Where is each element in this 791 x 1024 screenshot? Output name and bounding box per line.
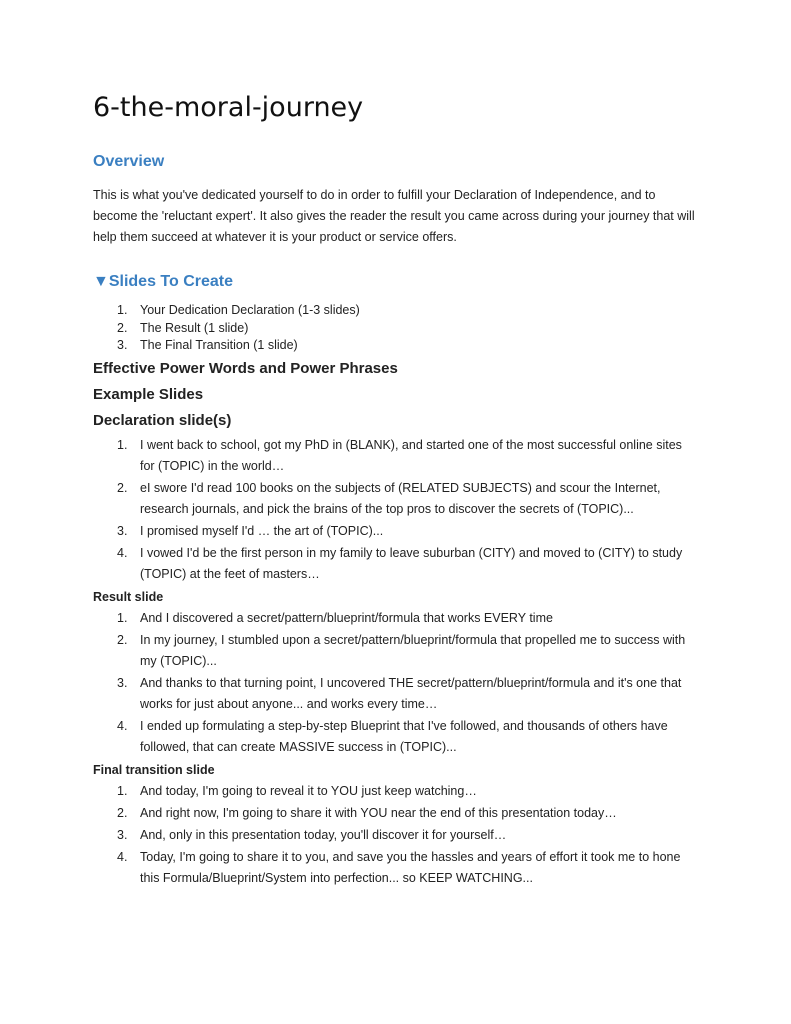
list-item-text: Today, I'm going to share it to you, and save you the hassles and years of effort it took me to hone this Formula/Blueprint/System into perfection... so KEEP WATCHING... [140, 849, 681, 885]
list-item-text: And right now, I'm going to share it with YOU near the end of this presentation today… [140, 805, 617, 820]
list-item-text: eI swore I'd read 100 books on the subjects of (RELATED SUBJECTS) and scour the Internet, research journals, and pick the brains of the top pros to discover the secrets of (TOPIC)... [140, 480, 661, 516]
list-item-number: 2. [117, 480, 128, 495]
list-item-text: I promised myself I'd … the art of (TOPIC)... [140, 523, 384, 538]
list-item [93, 337, 699, 355]
list-item-text: I went back to school, got my PhD in (BLANK), and started one of the most successful online sites for (TOPIC) in the world… [140, 437, 682, 473]
list-item [93, 825, 699, 846]
list-item [93, 543, 699, 585]
final-transition-heading: Final transition slide [93, 762, 215, 777]
list-item [93, 521, 699, 542]
list-item-number: 2. [117, 805, 128, 820]
document-content [93, 90, 699, 890]
list-item [93, 673, 699, 715]
final-transition-list [93, 781, 699, 889]
list-item [93, 716, 699, 758]
list-item-number: 4. [117, 718, 128, 733]
list-item-text: I vowed I'd be the first person in my family to leave suburban (CITY) and moved to (CITY) to study (TOPIC) at the feet of masters… [140, 545, 683, 581]
list-item [93, 847, 699, 889]
list-item [93, 781, 699, 802]
list-item-number: 3. [117, 523, 128, 538]
declaration-list [93, 435, 699, 585]
list-item-number: 1. [117, 610, 128, 625]
list-item-text: And today, I'm going to reveal it to YOU just keep watching… [140, 783, 477, 798]
list-item-number: 2. [117, 632, 128, 647]
list-item-number: 1. [117, 783, 128, 798]
list-item-number: 4. [117, 545, 128, 560]
power-words-heading: Effective Power Words and Power Phrases [93, 359, 398, 377]
list-item [93, 608, 699, 629]
overview-paragraph: This is what you've dedicated yourself to do in order to fulfill your Declaration of Independence, and to become the 'reluctant expert'. It also gives the reader the result you came across during your journey that will help them succeed at whatever it is your product or service offers. [93, 188, 695, 244]
result-heading: Result slide [93, 589, 164, 604]
list-item-text: Your Dedication Declaration (1-3 slides) [140, 303, 360, 317]
slides-to-create-list [93, 302, 699, 355]
list-item-text: And I discovered a secret/pattern/blueprint/formula that works EVERY time [140, 610, 553, 625]
list-item-number: 4. [117, 849, 128, 864]
list-item-number: 2. [117, 320, 128, 335]
list-item-number: 3. [117, 827, 128, 842]
result-list [93, 608, 699, 758]
example-slides-heading: Example Slides [93, 385, 204, 403]
list-item-text: In my journey, I stumbled upon a secret/pattern/blueprint/formula that propelled me to success with my (TOPIC)... [140, 632, 686, 668]
list-item-number: 3. [117, 675, 128, 690]
list-item-number: 3. [117, 338, 128, 352]
list-item-text: And thanks to that turning point, I uncovered THE secret/pattern/blueprint/formula and it's one that works for just about anyone... and works every time… [140, 675, 682, 711]
list-item [93, 803, 699, 824]
list-item [93, 435, 699, 477]
page-title: 6-the-moral-journey [93, 92, 364, 123]
list-item-number: 1. [117, 437, 128, 452]
list-item [93, 478, 699, 520]
list-item-text: The Result (1 slide) [140, 320, 249, 335]
list-item [93, 320, 699, 338]
slides-to-create-toggle[interactable]: ▼Slides To Create [93, 273, 234, 290]
list-item [93, 302, 699, 320]
list-item-number: 1. [117, 303, 128, 317]
list-item-text: And, only in this presentation today, you'll discover it for yourself… [140, 827, 507, 842]
list-item-text: I ended up formulating a step-by-step Blueprint that I've followed, and thousands of others have followed, that can create MASSIVE success in (TOPIC)... [140, 718, 668, 754]
list-item-text: The Final Transition (1 slide) [140, 338, 298, 352]
overview-heading: Overview [93, 153, 165, 170]
list-item [93, 630, 699, 672]
declaration-heading: Declaration slide(s) [93, 411, 232, 429]
